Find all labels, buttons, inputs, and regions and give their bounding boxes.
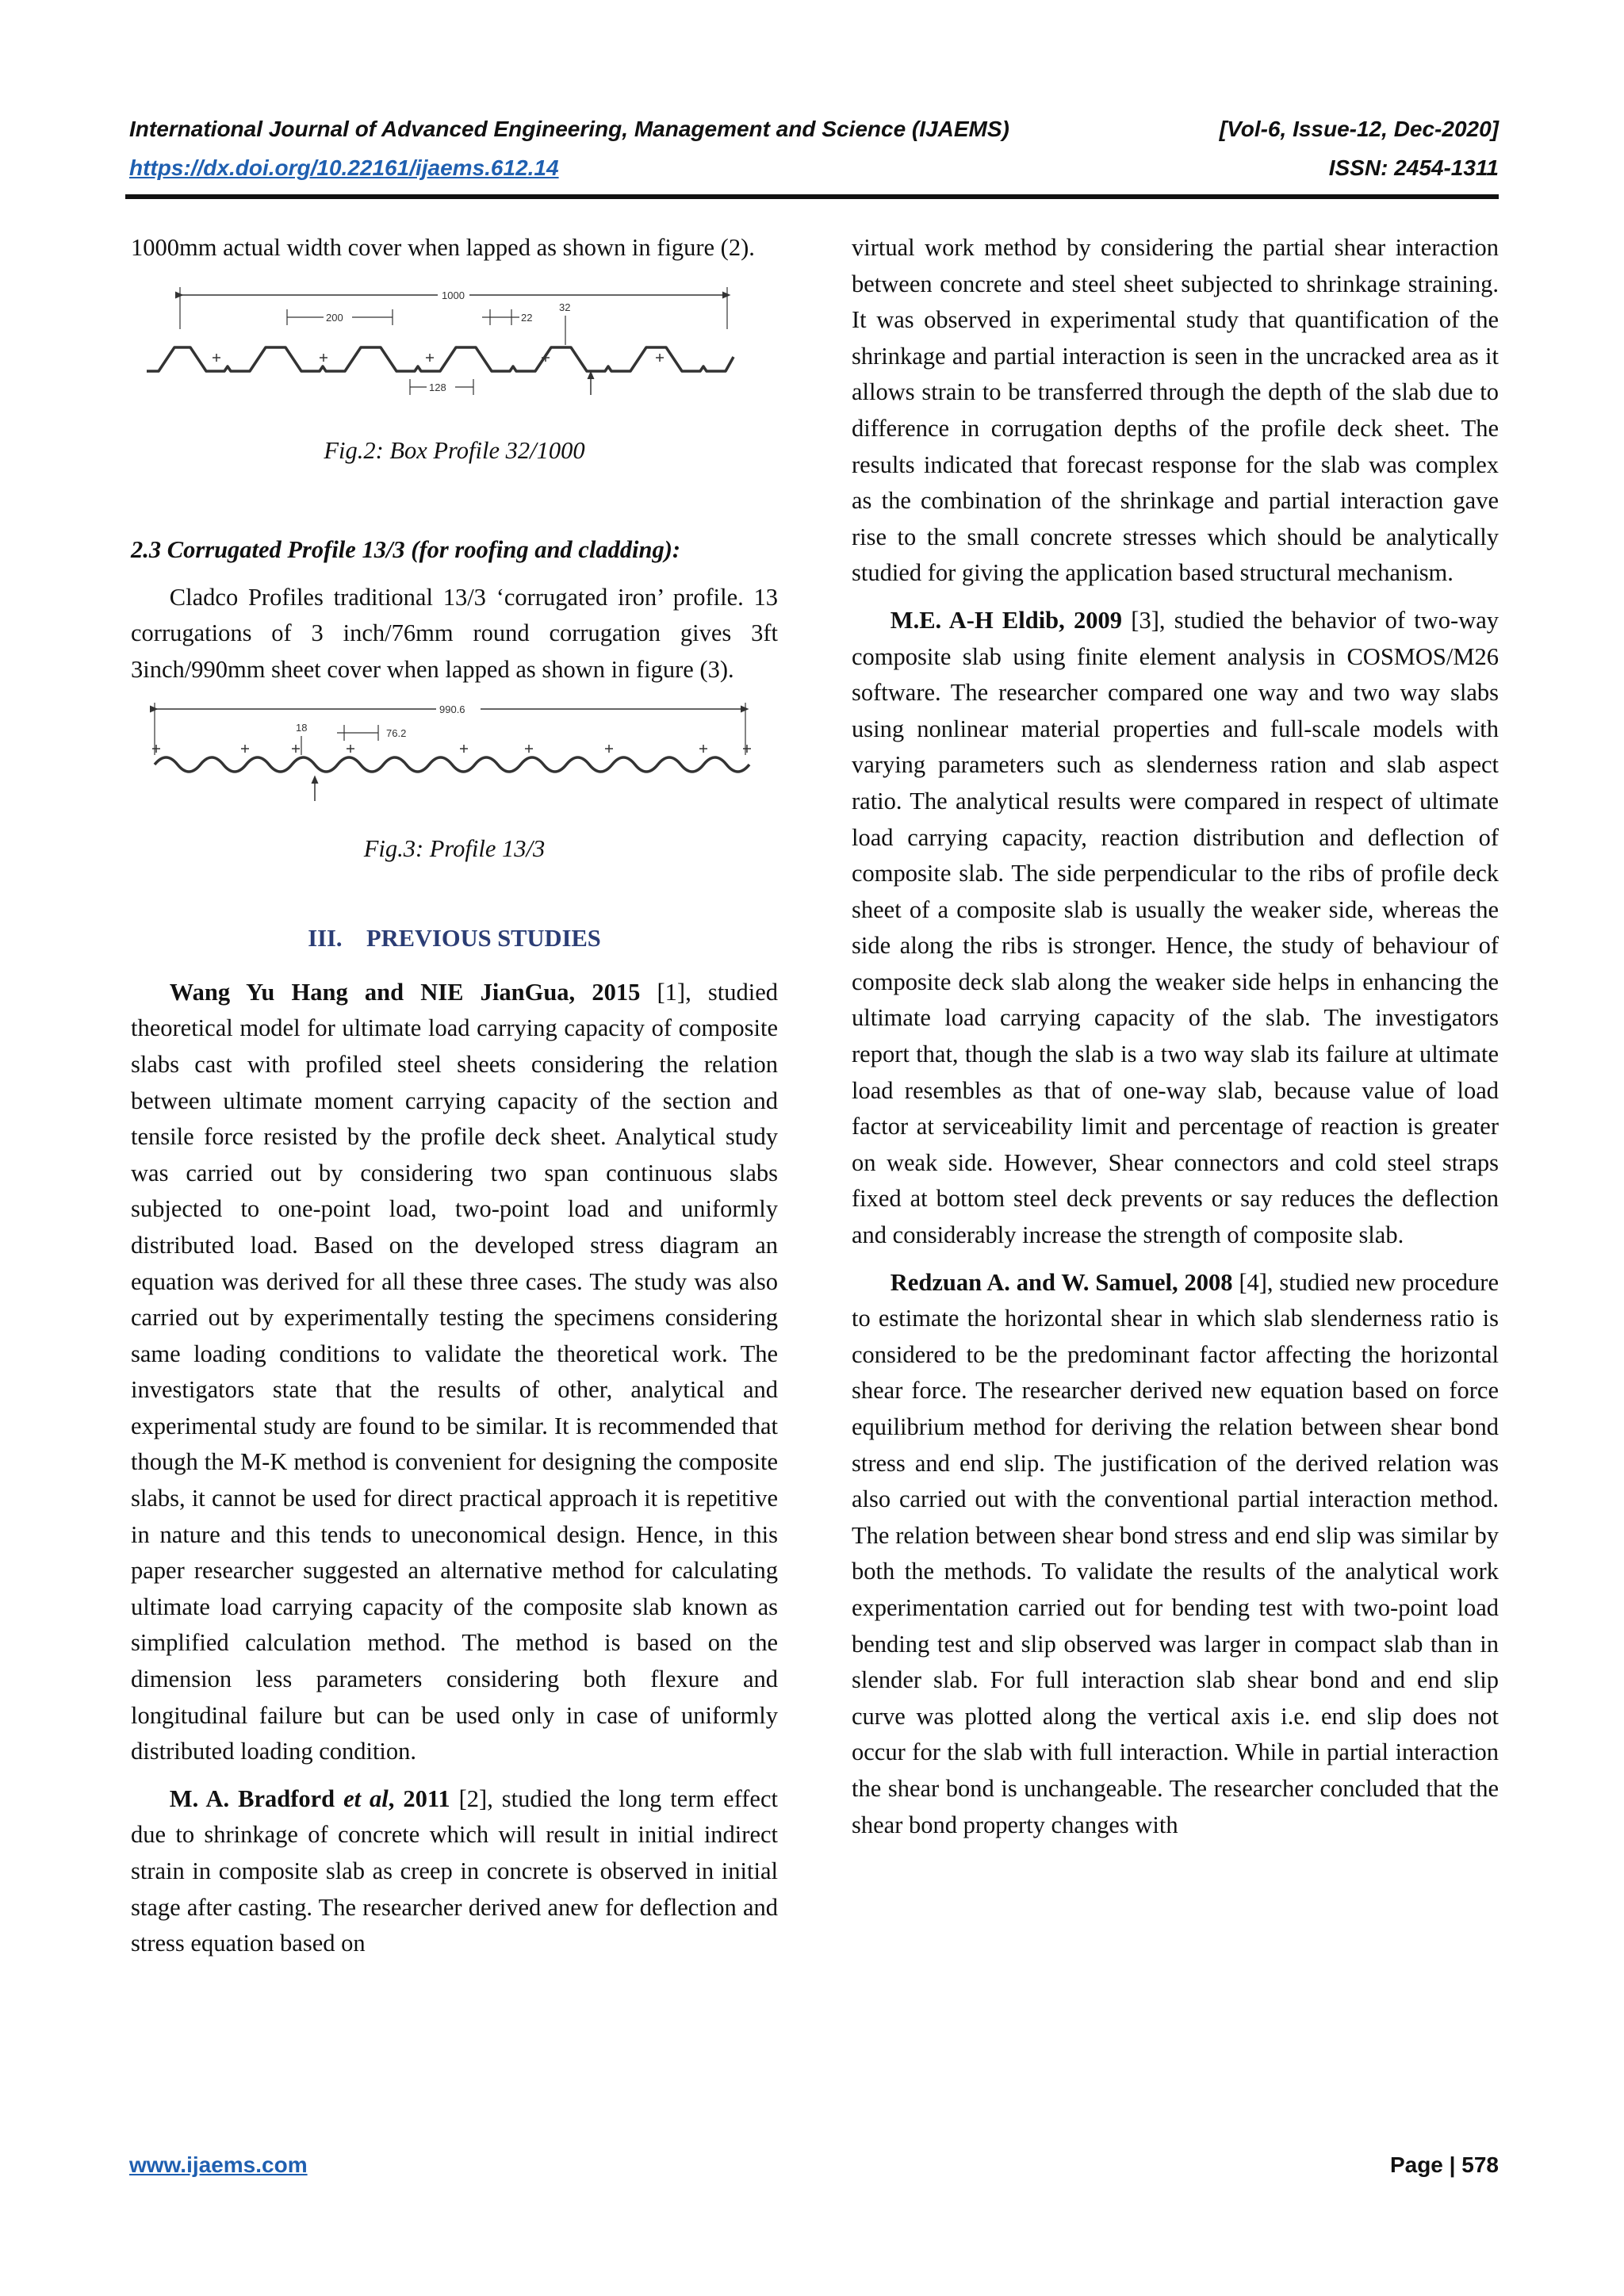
paragraph-wang [131, 975, 778, 1770]
author-eldib: M.E. A-H Eldib, 2009 [890, 606, 1123, 634]
paragraph-bradford [131, 1781, 778, 1962]
figure-2-caption: Fig.2: Box Profile 32/1000 [324, 436, 585, 464]
author-bradford: M. A. Bradford [169, 1784, 344, 1812]
author-bradford-year: , 2011 [388, 1784, 450, 1812]
dim-22: 22 [521, 311, 533, 324]
text-eldib: [3], studied the behavior of two-way composite slab using finite element analysis in COSMOS/M26 software. The researcher compared one way and two way slabs using nonlinear material properties and full-scale models with varying parameters such as slenderness ration and slab aspect ratio. The analytical results were compared in respect of ultimate load carrying capacity, reaction distribution and deflection of composite slab. The side perpendicular to the ribs of profile deck sheet of a composite slab is usually the weaker side, whereas the side along the ribs is stronger. Hence, the study of behaviour of composite deck slab along the weaker side helps in enhancing the ultimate load carrying capacity of the slab. The investigators report that, though the slab is a two way slab its failure at ultimate load resembles as that of one-way slab, because value of load factor at serviceability limit and percentage of reaction is greater on weak side. However, Shear connectors and cold steel straps fixed at bottom steel deck prevents or say reduces the deflection and considerably increase the strength of composite slab. [852, 606, 1499, 1249]
paragraph-redzuan [852, 1265, 1499, 1844]
paragraph-virtual-work: virtual work method by considering the partial shear interaction between concrete and steel sheet subjected to shrinkage straining. It was observed in experimental study that quantification of the shrinkage and partial interaction is seen in the uncracked area as it allows strain to be transferred through the depth of the slab due to difference in corrugation depths of the profile deck sheet. The results indicated that forecast response for the slab was complex as the combination of the shrinkage and partial interaction gave rise to the small concrete stresses which should be analytically studied for giving the application based structural mechanism. [852, 234, 1499, 587]
header-rule [125, 194, 1499, 199]
author-wang: Wang Yu Hang and NIE JianGua, 2015 [169, 978, 641, 1006]
doi-link[interactable]: https://dx.doi.org/10.22161/ijaems.612.14 [129, 155, 559, 180]
dim-990: 990.6 [439, 703, 465, 715]
author-redzuan: Redzuan A. and W. Samuel, 2008 [890, 1268, 1233, 1296]
paragraph-eldib [852, 603, 1499, 1254]
figure-profile-13-3 [131, 700, 778, 811]
dim-32: 32 [559, 301, 571, 313]
subsection-heading: 2.3 Corrugated Profile 13/3 (for roofing and cladding): [131, 536, 681, 564]
section-heading: III. PREVIOUS STUDIES [308, 925, 601, 953]
text-bradford: [2], studied the long term effect due to shrinkage of concrete which will result in initial indirect strain in composite slab as creep in concrete is observed in initial stage after casting. The researcher derived anew for deflection and stress equation based on [131, 1784, 778, 1957]
dim-128: 128 [429, 381, 446, 393]
dim-18: 18 [296, 721, 308, 734]
figure-3-caption: Fig.3: Profile 13/3 [363, 834, 546, 862]
journal-title: International Journal of Advanced Engineering, Management and Science (IJAEMS) [129, 117, 1009, 141]
author-etal: et al [343, 1784, 389, 1812]
paragraph-figure-ref: 1000mm actual width cover when lapped as shown in figure (2). [131, 234, 755, 261]
volume-info: [Vol-6, Issue-12, Dec-2020] [1219, 117, 1499, 141]
dim-200: 200 [326, 311, 343, 324]
text-redzuan: [4], studied new procedure to estimate the horizontal shear in which slab slenderness ratio is considered to be the predominant factor affecting the horizontal shear force. The researcher derived new equation based on force equilibrium method for deriving the relation between shear bond stress and end slip. The justification of the derived relation was also carried out with the conventional partial interaction method. The relation between shear bond stress and end slip was similar by both the methods. To validate the results of the analytical work experimentation carried out for bending test with two-point load bending test and slip observed was larger in compact slab than in slender slab. For full interaction slab shear bond and end slip curve was plotted along the vertical axis i.e. end slip does not occur for the slab with full interaction. While in partial interaction the shear bond is unchangeable. The researcher concluded that the shear bond property changes with [852, 1268, 1499, 1838]
text-wang: [1], studied theoretical model for ultimate load carrying capacity of composite slabs cast with profiled steel sheets considering the relation between ultimate moment carrying capacity of the section and tensile force resisted by the profile deck sheet. Analytical study was carried out by considering two span continuous slabs subjected to one-point load, two-point load and uniformly distributed load. Based on the developed stress diagram an equation was derived for all these three cases. The study was also carried out by experimentally testing the specimens considering same loading conditions to validate the theoretical work. The investigators state that the results of other, analytical and experimental study are found to be similar. It is recommended that though the M-K method is convenient for designing the composite slabs, it cannot be used for direct practical approach it is repetitive in nature and this tends to uneconomical design. Hence, in this paper researcher suggested an alternative method for calculating ultimate load carrying capacity of the composite slab known as simplified calculation method. The method is based on the dimension less parameters considering both flexure and longitudinal failure but can be used only in case of uniformly distributed loading condition. [131, 978, 779, 1765]
issn: ISSN: 2454-1311 [1328, 155, 1499, 180]
website-link[interactable]: www.ijaems.com [129, 2152, 308, 2177]
right-column [852, 230, 1499, 1854]
figure-box-profile [131, 278, 778, 397]
paragraph-cladco: Cladco Profiles traditional 13/3 ‘corrugated iron’ profile. 13 corrugations of 3 inch/76mm round corrugation gives 3ft 3inch/990mm sheet cover when lapped as shown in figure (3). [131, 583, 778, 683]
left-column [131, 230, 778, 1973]
dim-1000: 1000 [442, 289, 465, 301]
page-number: Page | 578 [1389, 2152, 1499, 2177]
dim-76: 76.2 [386, 726, 407, 739]
